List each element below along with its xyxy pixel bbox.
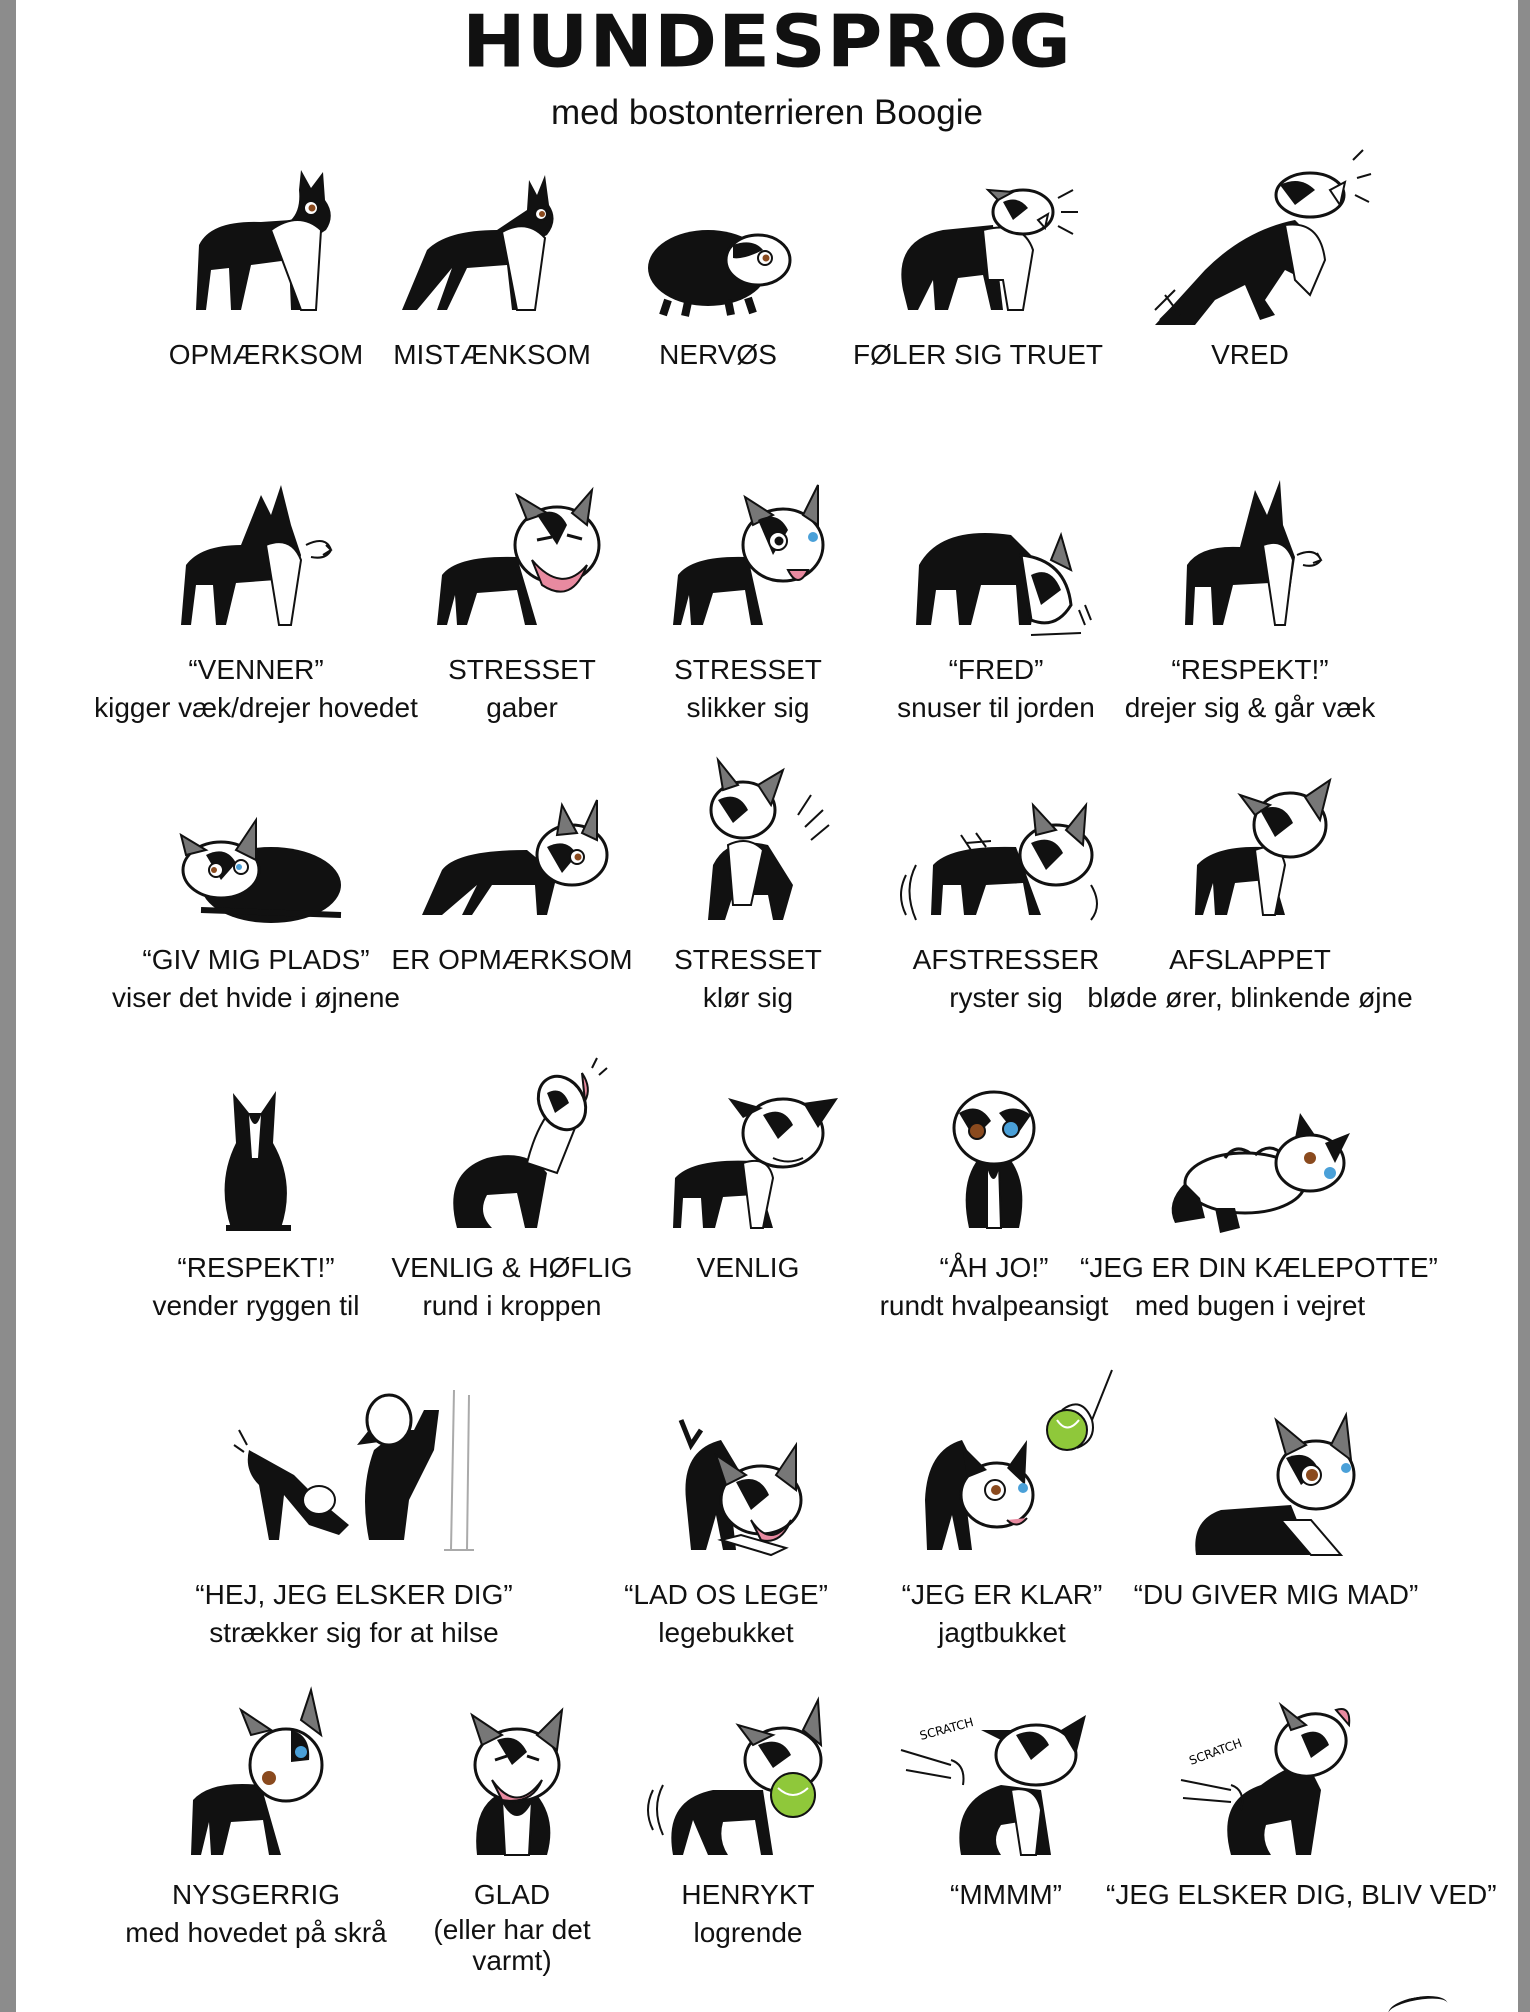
card-description: med bugen i vejret <box>1134 1290 1366 1321</box>
card-description: logrende <box>693 1917 803 1948</box>
card-description: snuser til jorden <box>897 692 1095 723</box>
card-label: “JEG ELSKER DIG, BLIV VED” <box>1106 1879 1497 1910</box>
card-afslappet <box>1080 755 1420 1016</box>
card-label: STRESSET <box>674 654 822 685</box>
card-description: ryster sig <box>949 982 1063 1013</box>
artist-signature <box>1386 1992 1449 2012</box>
dog-lunging-angry-illustration <box>1135 150 1365 330</box>
poster <box>16 0 1518 2012</box>
card-description: gaber <box>486 692 558 723</box>
card-label: “HEJ, JEG ELSKER DIG” <box>195 1579 513 1610</box>
card-label: “GIV MIG PLADS” <box>142 944 370 975</box>
card-label: GLAD <box>473 1879 551 1910</box>
dog-chase-bow-illustration <box>887 1390 1117 1570</box>
card-description: vender ryggen til <box>152 1290 360 1321</box>
card-label: “MMMM” <box>950 1879 1062 1910</box>
dog-puppy-face-illustration <box>879 1063 1109 1243</box>
card-label: “JEG ER DIN KÆLEPOTTE” <box>1080 1252 1438 1283</box>
dog-sniffing-ground-illustration <box>881 465 1111 645</box>
dog-turning-away-illustration <box>1135 465 1365 645</box>
card-label: VENLIG & HØFLIG <box>391 1252 633 1283</box>
dog-enjoying-scratch-illustration <box>1161 1690 1391 1870</box>
dog-play-bow-illustration <box>611 1390 841 1570</box>
card-label: MISTÆNKSOM <box>393 339 591 370</box>
card-jeg-elsker-dig-bliv-ved <box>1106 1690 1497 1914</box>
card-description: rundt hvalpeansigt <box>879 1290 1109 1321</box>
card-label: “JEG ER KLAR” <box>901 1579 1103 1610</box>
card-description: rund i kroppen <box>422 1290 602 1321</box>
card-label: HENRYKT <box>681 1879 815 1910</box>
card-description: bløde ører, blinkende øjne <box>1087 982 1413 1013</box>
page-subtitle: med bostonterrieren Boogie <box>551 93 983 132</box>
card-description: (eller har det varmt) <box>433 1914 591 1976</box>
card-label: “RESPEKT!” <box>1171 654 1329 685</box>
dog-scratching-illustration <box>633 755 863 935</box>
dog-crouched-nervous-illustration <box>603 150 833 330</box>
dog-back-turned-illustration <box>141 1063 371 1243</box>
dog-head-tilt-illustration <box>141 1690 371 1870</box>
dog-threatened-barking-illustration <box>863 150 1093 330</box>
card-description: med hovedet på skrå <box>125 1917 387 1948</box>
scratch-text: SCRATCH <box>1187 1735 1244 1768</box>
card-label: “DU GIVER MIG MAD” <box>1133 1579 1419 1610</box>
card-description: legebukket <box>658 1617 794 1648</box>
card-label: “ÅH JO!” <box>939 1252 1049 1283</box>
card-label: NERVØS <box>659 339 777 370</box>
card-label: OPMÆRKSOM <box>168 339 364 370</box>
card-kaelepotte <box>1080 1063 1438 1324</box>
card-vred <box>1080 150 1420 374</box>
card-description: jagtbukket <box>938 1617 1066 1648</box>
card-label: STRESSET <box>448 654 596 685</box>
card-label: ER OPMÆRKSOM <box>391 944 633 975</box>
card-label: NYSGERRIG <box>171 1879 341 1910</box>
card-label: “VENNER” <box>188 654 324 685</box>
card-label: AFSTRESSER <box>912 944 1100 975</box>
dog-cowering-illustration <box>141 755 371 935</box>
dog-belly-up-illustration <box>1135 1063 1365 1243</box>
dog-relaxed-illustration <box>1135 755 1365 935</box>
dog-being-scratched-illustration <box>891 1690 1121 1870</box>
card-hej-jeg-elsker-dig <box>184 1390 524 1651</box>
card-label: “RESPEKT!” <box>177 1252 335 1283</box>
card-label: VENLIG <box>696 1252 800 1283</box>
dog-looking-away-illustration <box>141 465 371 645</box>
card-label: “FRED” <box>948 654 1044 685</box>
card-label: “LAD OS LEGE” <box>624 1579 828 1610</box>
card-label: STRESSET <box>674 944 822 975</box>
page-title: HUNDESPROG <box>462 0 1072 84</box>
card-description: drejer sig & går væk <box>1124 692 1376 723</box>
card-description: kigger væk/drejer hovedet <box>94 692 418 723</box>
card-du-giver-mig-mad <box>1106 1390 1446 1614</box>
card-description: slikker sig <box>686 692 810 723</box>
dog-wagging-with-ball-illustration <box>633 1690 863 1870</box>
dog-stretch-greeting-illustration <box>154 1390 554 1570</box>
card-label: VRED <box>1211 339 1289 370</box>
scratch-text: SCRATCH <box>918 1715 976 1743</box>
card-respekt-gaar <box>1080 465 1420 726</box>
card-label: AFSLAPPET <box>1169 944 1331 975</box>
card-label: FØLER SIG TRUET <box>853 339 1103 370</box>
card-description: viser det hvide i øjnene <box>112 982 400 1013</box>
card-description: klør sig <box>702 982 794 1013</box>
card-description: strækker sig for at hilse <box>209 1617 499 1648</box>
dog-lying-down-illustration <box>1161 1390 1391 1570</box>
